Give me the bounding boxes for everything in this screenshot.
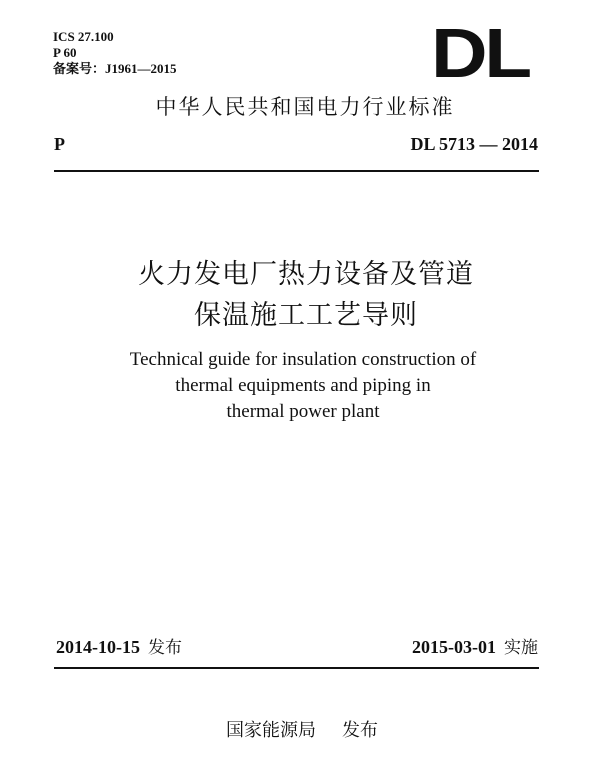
title-english-line-3: thermal power plant [226,401,380,422]
ics-code: ICS 27.100 [53,29,114,44]
implementation-label: 实施 [504,638,538,658]
top-divider [54,170,539,172]
industry-standard-title: 中华人民共和国电力行业标准 [155,95,455,119]
classification-code: P 60 [53,45,77,60]
publisher-name: 国家能源局 [226,720,316,741]
implementation-date-block [412,636,538,659]
title-chinese-line-2: 保温施工工艺导则 [194,300,418,331]
bottom-divider [54,667,539,669]
dl-logo: DL [431,14,529,92]
issue-date-block [56,636,182,659]
title-english-line-1: Technical guide for insulation construction of [129,349,477,370]
standard-classification: P [54,134,65,154]
issue-label: 发布 [148,638,182,658]
title-english-line-2: thermal equipments and piping in [175,375,431,396]
standard-number: DL 5713 — 2014 [410,134,538,154]
issue-date: 2014-10-15 [56,637,140,657]
publisher-line [0,719,600,743]
title-chinese-line-1: 火力发电厂热力设备及管道 [138,259,474,290]
publisher-action: 发布 [342,720,378,741]
filing-number: 备案号：J1961—2015 [53,61,177,76]
implementation-date: 2015-03-01 [412,637,496,657]
